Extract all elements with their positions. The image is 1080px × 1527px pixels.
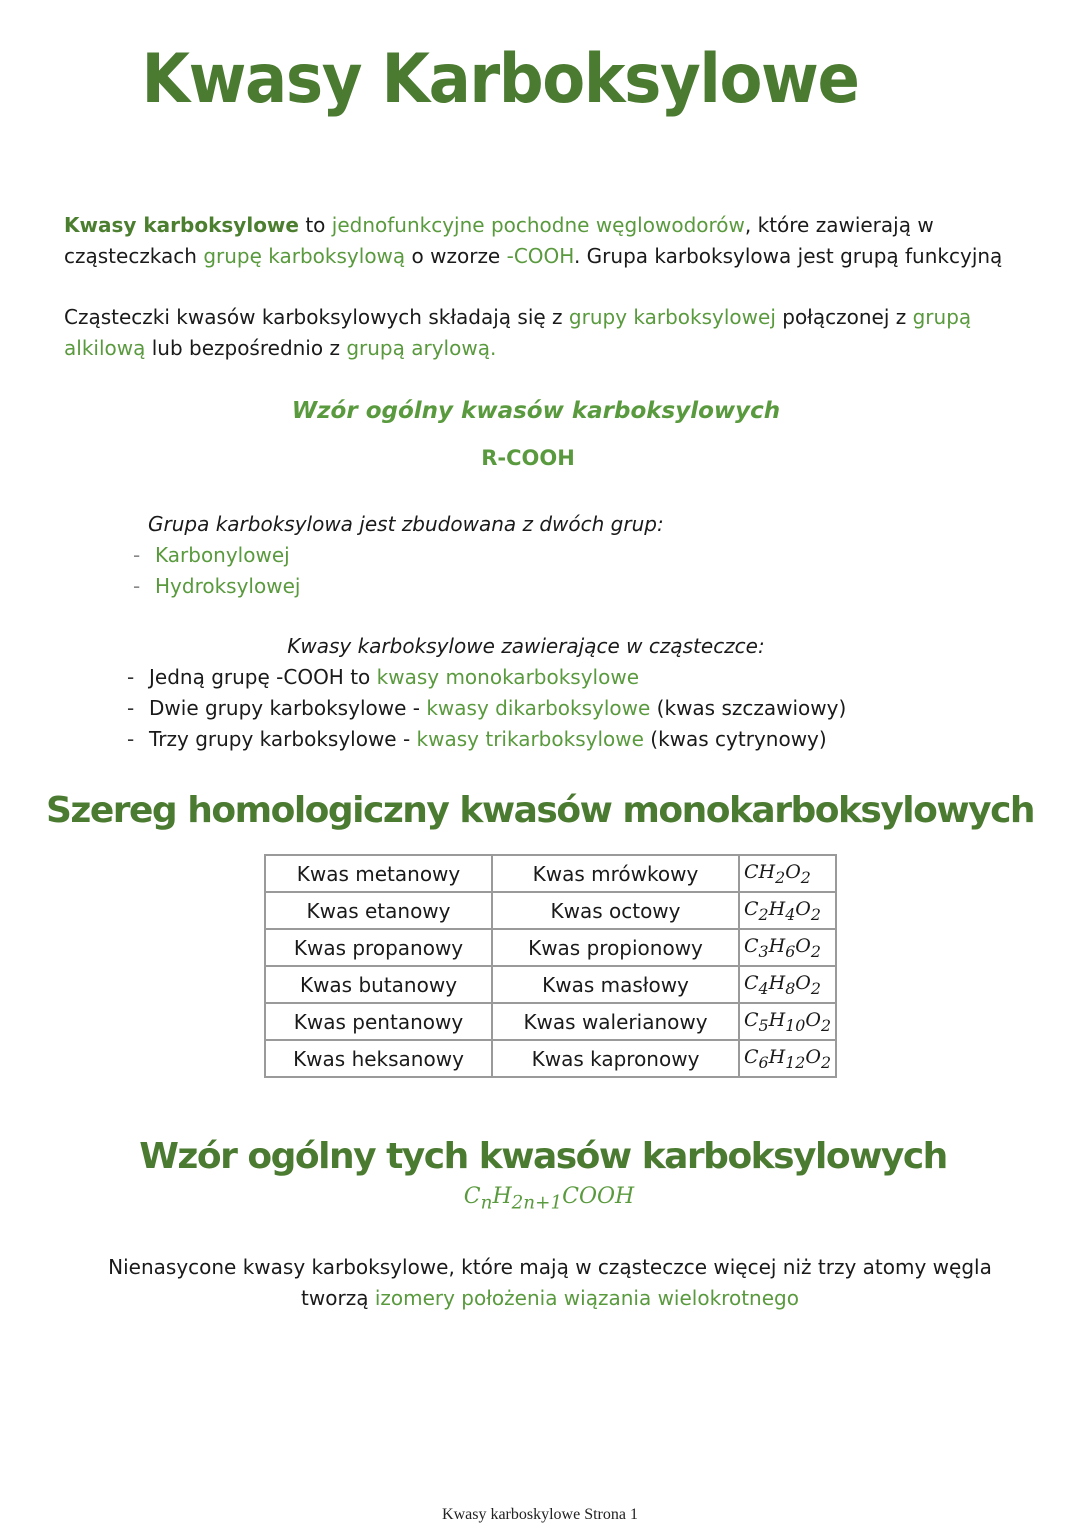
highlight-carboxyl-group: grupę karboksylową [203, 244, 406, 268]
molecular-formula-cell [739, 1003, 836, 1040]
highlight-text: kwasy trikarboksylowe [416, 727, 644, 751]
highlight-text: kwasy monokarboksylowe [376, 665, 640, 689]
term-carboxylic-acids: Kwasy karboksylowe [64, 213, 299, 237]
formula-element: O [795, 897, 811, 920]
highlight-text: kwasy dikarboksylowe [426, 696, 651, 720]
these-acids-formula [0, 1184, 1080, 1213]
formula-element: O [805, 1008, 821, 1031]
text-span: Dwie grupy karboksylowe - [149, 696, 427, 720]
text-span: . Grupa karboksylowa jest grupą funkcyjną [573, 244, 1003, 268]
formula-subscript: 2 [820, 1052, 832, 1072]
these-acids-formula-heading: Wzór ogólny tych kwasów karboksylowych [139, 1136, 947, 1177]
formula-subscript: 2 [758, 904, 769, 924]
definition-paragraph [64, 210, 1034, 272]
formula-subscript: 10 [785, 1015, 806, 1035]
text-span: Cząsteczki kwasów karboksylowych składają się z [64, 305, 569, 329]
formula-subscript: 12 [785, 1052, 806, 1072]
table-row [265, 966, 836, 1003]
formula-subscript: 2 [820, 1015, 832, 1035]
formula-element: C [744, 1008, 759, 1031]
formula-element: C [744, 934, 759, 957]
list-item: - Hydroksylowej [155, 571, 300, 602]
page-footer: Kwasy karboskylowe Strona 1 [442, 1506, 638, 1523]
text-span: Trzy grupy karboksylowe - [149, 727, 417, 751]
acids-list [149, 662, 846, 755]
text-span: , które zawierają w cząsteczkach [64, 213, 934, 268]
formula-element: H [758, 860, 776, 883]
formula-element: H [768, 971, 786, 994]
list-item [149, 724, 846, 755]
homologous-series-table [264, 854, 837, 1078]
formula-element: C [744, 971, 759, 994]
formula-element: O [785, 860, 801, 883]
formula-symbol: COOH [562, 1184, 635, 1209]
text-span: (kwas cytrynowy) [643, 727, 827, 751]
molecular-formula-cell [739, 966, 836, 1003]
table-row [265, 1003, 836, 1040]
formula-element: O [795, 971, 811, 994]
text-span: o wzorze [405, 244, 507, 268]
formula-subscript: 2 [810, 904, 821, 924]
list-item [149, 693, 846, 724]
formula-element: H [768, 897, 786, 920]
group-heading: Grupa karboksylowa jest zbudowana z dwóch grup: [148, 512, 664, 536]
formula-element: O [795, 934, 811, 957]
formula-subscript: 4 [758, 978, 769, 998]
table-row [265, 1040, 836, 1077]
group-list [155, 540, 300, 602]
systematic-name-cell: Kwas heksanowy [265, 1040, 492, 1077]
common-name-cell: Kwas kapronowy [492, 1040, 739, 1077]
common-name-cell: Kwas walerianowy [492, 1003, 739, 1040]
formula-element: C [744, 1045, 759, 1068]
formula-subscript: 4 [785, 904, 796, 924]
molecular-formula-cell [739, 929, 836, 966]
formula-subscript: 2 [800, 867, 811, 887]
isomers-paragraph [90, 1252, 1010, 1314]
formula-subscript: 3 [758, 941, 769, 961]
systematic-name-cell: Kwas propanowy [265, 929, 492, 966]
common-name-cell: Kwas octowy [492, 892, 739, 929]
formula-symbol: C [463, 1184, 481, 1209]
formula-element: H [768, 1008, 786, 1031]
highlight-monofunctional: jednofunkcyjne pochodne węglowodorów [331, 213, 745, 237]
formula-element: C [744, 860, 759, 883]
formula-element: O [805, 1045, 821, 1068]
systematic-name-cell: Kwas pentanowy [265, 1003, 492, 1040]
table-row [265, 929, 836, 966]
general-formula: R-COOH [481, 446, 575, 470]
formula-subscript: 2 [810, 941, 821, 961]
formula-subscript: n [480, 1192, 493, 1214]
formula-subscript: 6 [785, 941, 796, 961]
highlight-aryl: grupą arylową. [346, 336, 497, 360]
formula-element: C [744, 897, 759, 920]
highlight-alkyl: grupą alkilową [64, 305, 972, 360]
formula-subscript: 6 [758, 1052, 769, 1072]
formula-element: H [768, 934, 786, 957]
table-row [265, 855, 836, 892]
formula-subscript: 8 [785, 978, 796, 998]
highlight-isomers: izomery położenia wiązania wielokrotnego [374, 1286, 799, 1310]
table-row [265, 892, 836, 929]
formula-subscript: 2 [810, 978, 821, 998]
text-span: (kwas szczawiowy) [650, 696, 847, 720]
acids-heading: Kwasy karboksylowe zawierające w cząsteczce: [287, 634, 765, 658]
highlight-cooh: -COOH [506, 244, 574, 268]
molecular-formula-cell [739, 855, 836, 892]
formula-symbol: H [492, 1184, 512, 1209]
text-span: Nienasycone kwasy karboksylowe, które mają w cząsteczce więcej niż trzy atomy węgla tworzą [108, 1255, 992, 1310]
molecular-formula-cell [739, 892, 836, 929]
systematic-name-cell: Kwas metanowy [265, 855, 492, 892]
page-title: Kwasy Karboksylowe [141, 40, 859, 119]
text-span: lub bezpośrednio z [145, 336, 347, 360]
formula-subscript: 2n+1 [511, 1192, 563, 1214]
systematic-name-cell: Kwas etanowy [265, 892, 492, 929]
text-span: to [298, 213, 332, 237]
homologous-series-heading: Szereg homologiczny kwasów monokarboksylowych [45, 790, 1035, 831]
formula-subscript: 2 [775, 867, 786, 887]
text-span: Jedną grupę -COOH to [149, 665, 377, 689]
text-span: połączonej z [775, 305, 913, 329]
formula-subscript: 5 [758, 1015, 769, 1035]
structure-paragraph [64, 302, 1024, 364]
formula-element: H [768, 1045, 786, 1068]
general-formula-heading: Wzór ogólny kwasów karboksylowych [291, 398, 781, 424]
common-name-cell: Kwas mrówkowy [492, 855, 739, 892]
systematic-name-cell: Kwas butanowy [265, 966, 492, 1003]
list-item: - Karbonylowej [155, 540, 300, 571]
common-name-cell: Kwas propionowy [492, 929, 739, 966]
molecular-formula-cell [739, 1040, 836, 1077]
common-name-cell: Kwas masłowy [492, 966, 739, 1003]
highlight-carboxyl: grupy karboksylowej [568, 305, 776, 329]
list-item [149, 662, 846, 693]
